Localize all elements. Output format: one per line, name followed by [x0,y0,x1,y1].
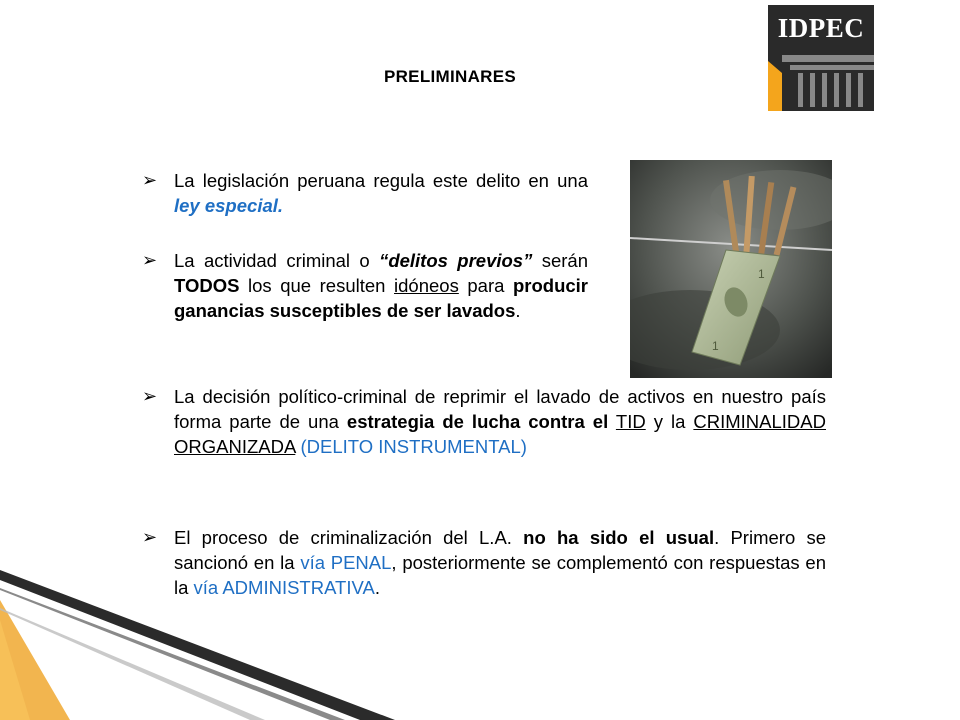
bullet-text: . [515,300,521,321]
bullet-text: los que resulten [239,275,395,296]
bullet-text: , posteriormente se complementó con respuestas en la [174,552,826,598]
arrow-bullet-icon: ➢ [142,170,158,190]
decorative-corner-bands [0,560,420,720]
bullet-emphasis: vía ADMINISTRATIVA [193,577,375,598]
bullet-emphasis: “delitos previos” [379,250,533,271]
bullet-text [608,411,616,432]
arrow-bullet-icon: ➢ [142,250,158,270]
bullet-text: La actividad criminal o [174,250,380,271]
bullet-text: . [374,577,380,598]
page-title: PRELIMINARES [383,67,517,86]
bullet-text: La legislación peruana regula este delito en una [174,170,588,191]
bullet-emphasis: (DELITO INSTRUMENTAL) [300,436,527,457]
logo-text: IDPEC [777,13,865,43]
bullet-emphasis: no ha sido el usual [523,527,715,548]
bullet-underline: CRIMINALIDAD ORGANIZADA [174,411,826,457]
bullet-underline: TID [615,411,646,432]
bullet-text: serán [532,250,588,271]
svg-text:1: 1 [712,339,719,353]
bullet-emphasis: ley especial. [174,195,284,216]
bullet-text: y la [645,411,694,432]
money-clothesline-image [630,160,832,378]
bullet-text: para [458,275,513,296]
arrow-bullet-icon: ➢ [142,527,158,547]
bullet-text: La decisión político-criminal de reprimir el lavado de activos en nuestro país forma parte de una [174,386,826,432]
bullet-decision-politico-criminal [142,384,826,459]
pillar-icon [768,45,874,111]
idpec-logo [768,5,874,111]
arrow-bullet-icon: ➢ [142,386,158,406]
bullet-text: El proceso de criminalización del L.A. [174,527,524,548]
bullet-actividad-criminal [142,248,588,323]
bullet-underline: idóneos [394,275,459,296]
bullet-emphasis: TODOS [174,275,240,296]
bullet-emphasis: producir ganancias susceptibles de ser lavados [174,275,588,321]
bullet-text: . Primero se sancionó en la [174,527,827,573]
bullet-emphasis: estrategia de lucha contra el [346,411,609,432]
bullet-emphasis: vía PENAL [300,552,392,573]
svg-text:1: 1 [758,267,765,281]
bullet-legislacion [142,168,588,218]
